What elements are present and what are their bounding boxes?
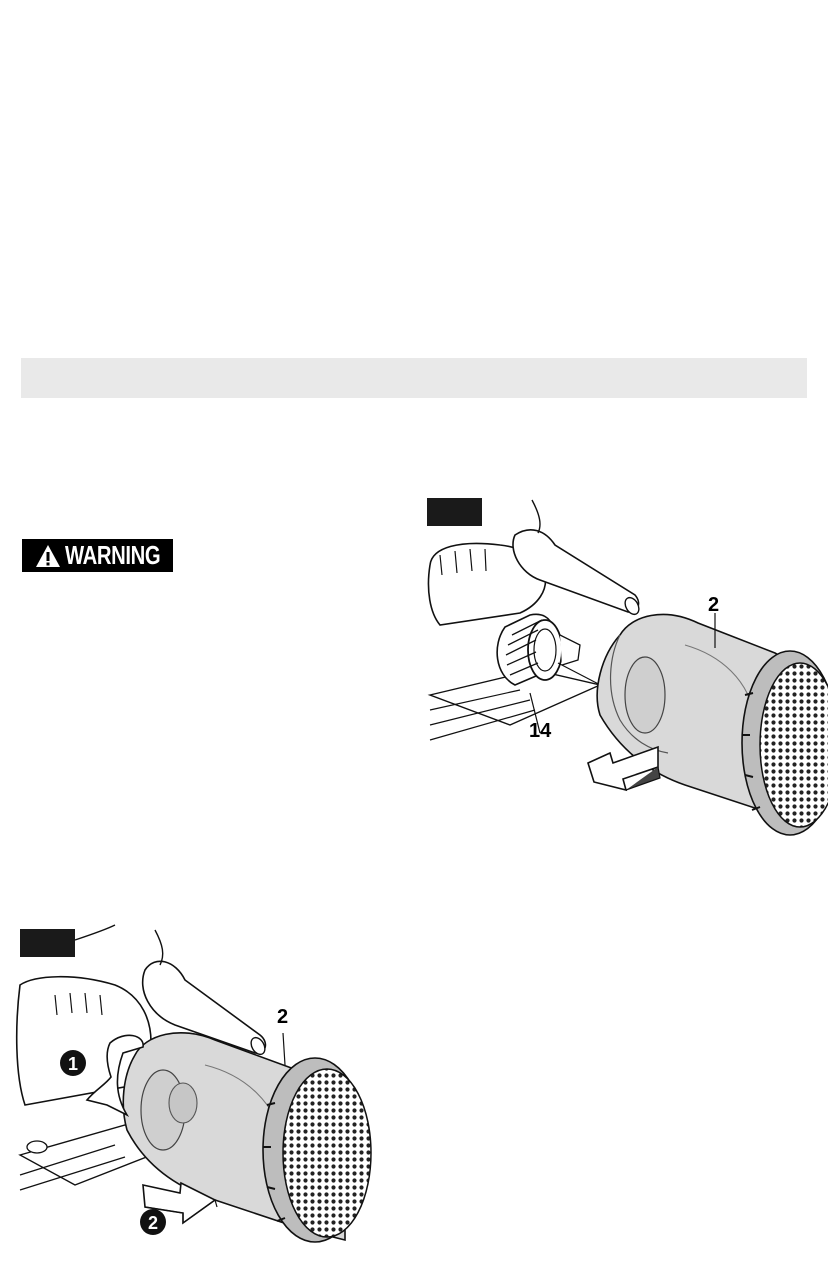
step-one-badge xyxy=(60,1050,86,1076)
dust-box-attach-illustration xyxy=(420,495,808,830)
warning-triangle-icon xyxy=(35,544,61,568)
warning-label xyxy=(22,539,173,572)
section-heading-bar xyxy=(21,358,807,398)
callout-dust-box-b: 2 xyxy=(277,1006,289,1028)
step-two-label: 2 xyxy=(147,1213,159,1233)
warning-text: WARNING xyxy=(65,540,161,570)
callout-dust-box-a: 2 xyxy=(708,594,720,616)
callout-port-a: 14 xyxy=(529,720,552,742)
step-one-label: 1 xyxy=(67,1054,79,1074)
step-two-badge xyxy=(140,1209,166,1235)
dust-box-remove-illustration xyxy=(15,925,395,1245)
push-arrow-icon xyxy=(588,747,660,790)
